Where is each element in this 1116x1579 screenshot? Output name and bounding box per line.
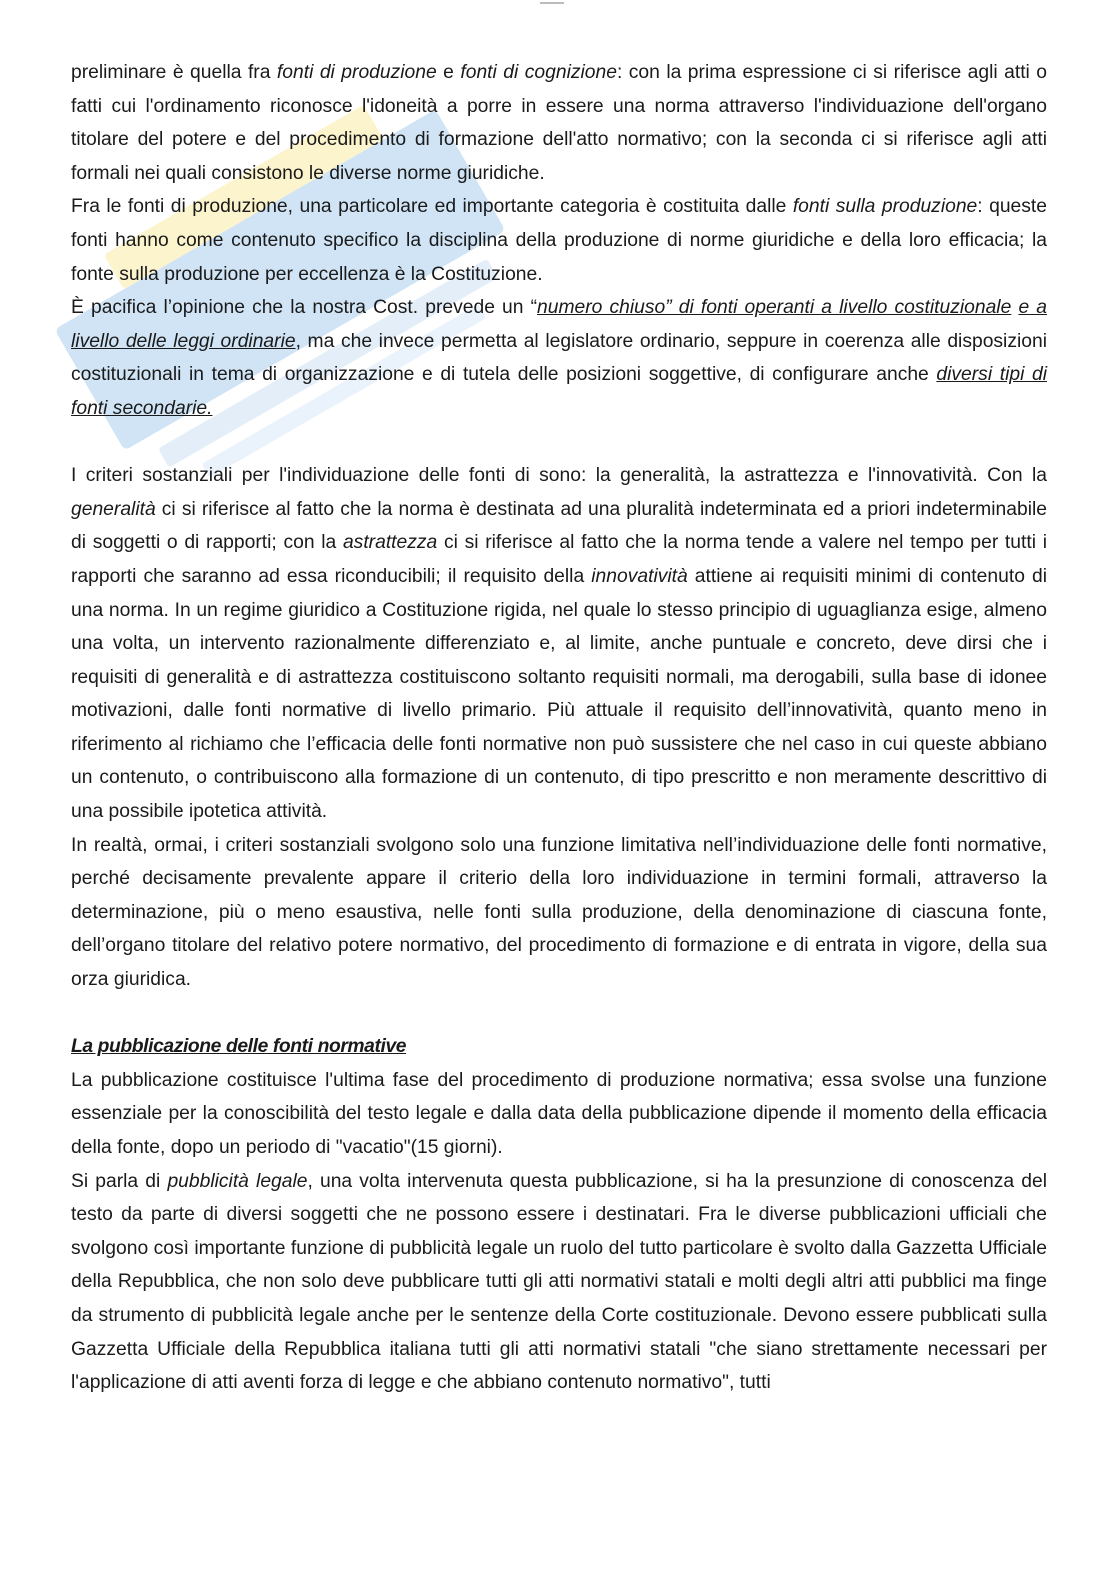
paragraph [71, 1165, 1047, 1400]
emphasized-text: fonti sulla produzione [792, 196, 978, 218]
paragraph [71, 829, 1047, 997]
text-run: ci si riferisce al fatto che la norma è destinata ad una pluralità indeterminata ed a priori indeterminabile di soggetti o di rapporti; con la [71, 498, 1047, 554]
text-run: I criteri sostanziali per l'individuazione delle fonti di sono: la generalità, la astrattezza e l'innovatività. Con la [71, 465, 1047, 487]
paragraph [71, 459, 1047, 829]
header-mark [540, 2, 564, 4]
paragraph-spacer [71, 426, 1047, 460]
emphasized-text: diversi tipi di fonti secondarie. [71, 364, 1047, 419]
text-run: : con la prima espressione ci si riferisce agli atti o fatti cui l'ordinamento riconosce l'idoneità a porre in essere una norma attraverso l'individuazione dell'organo titolare del potere e del procedimento di formazione dell'atto normativo; con la seconda ci si riferisce agli atti formali nei quali consistono le diverse norme giuridiche. [71, 62, 1048, 184]
paragraph [71, 291, 1047, 425]
text-run: , ma che invece permetta al legislatore ordinario, seppure in coerenza alle disposizioni costituzionali in tema di organizzazione e di tutela delle posizioni soggettive, di configurare anche [71, 330, 1047, 386]
emphasized-text: pubblicità legale [167, 1170, 308, 1192]
text-run: In realtà, ormai, i criteri sostanziali svolgono solo una funzione limitativa nell’individuazione delle fonti normative, perché decisamente prevalente appare il criterio della loro individuazione in termini formali, attraverso la determinazione, più o meno esaustiva, nelle fonti sulla produzione, della denominazione di ciascuna fonte, dell’organo titolare del relativo potere normativo, del procedimento di formazione e di entrata in vigore, della sua orza giuridica. [71, 834, 1047, 991]
emphasized-text: generalità [71, 498, 156, 520]
emphasized-text: innovatività [591, 565, 688, 587]
section-heading: La pubblicazione delle fonti normative [71, 1036, 407, 1058]
emphasized-text: fonti di produzione [276, 62, 437, 83]
text-run: È pacifica l’opinione che la nostra Cost. prevede un “ [71, 297, 538, 319]
document-body [71, 56, 1047, 1400]
paragraph [71, 56, 1047, 190]
text-run: e [436, 62, 461, 83]
text-run: Fra le fonti di produzione, una particolare ed importante categoria è costituita dalle [71, 196, 793, 218]
paragraph [71, 190, 1047, 291]
emphasized-text: astrattezza [342, 532, 438, 554]
emphasized-text: numero chiuso” di fonti operanti a livello costituzionale [537, 297, 1012, 319]
paragraph [71, 1064, 1047, 1165]
text-run: ci si riferisce al fatto che la norma tende a valere nel tempo per tutti i rapporti che saranno ad essa riconducibili; il requisito della [71, 532, 1047, 587]
text-run: : queste fonti hanno come contenuto specifico la disciplina della produzione di norme giuridiche e della loro efficacia; la fonte sulla produzione per eccellenza è la Costituzione. [71, 196, 1047, 285]
text-run: preliminare è quella fra [71, 62, 277, 83]
emphasized-text: fonti di cognizione [460, 62, 617, 83]
text-run: , una volta intervenuta questa pubblicazione, si ha la presunzione di conoscenza del testo da parte di diversi soggetti che ne possono essere i destinatari. Fra le diverse pubblicazioni ufficiali che svolgono così importante funzione di pubblicità legale un ruolo del tutto particolare è svolto dalla Gazzetta Ufficiale della Repubblica, che non solo deve pubblicare tutti gli atti normativi statali e molti degli altri atti pubblici ma finge da strumento di pubblicità legale anche per le sentenze della Corte costituzionale. Devono essere pubblicati sulla Gazzetta Ufficiale della Repubblica italiana tutti gli atti normativi statali "che siano strettamente necessari per l'applicazione di atti aventi forza di legge e che abbiano contenuto normativo", tutti [71, 1170, 1047, 1394]
text-run: Si parla di [71, 1170, 168, 1192]
text-run: attiene ai requisiti minimi di contenuto di una norma. In un regime giuridico a Costituzione rigida, nel quale lo stesso principio di uguaglianza esige, almeno una volta, un intervento razionalmente differenziato e, al limite, anche puntuale e concreto, deve dirsi che i requisiti di generalità e di astrattezza costituiscono soltanto requisiti normali, ma derogabili, sulla base di idonee motivazioni, dalle fonti normative di livello primario. Più attuale il requisito dell’innovatività, quanto meno in riferimento al richiamo che l’efficacia delle fonti normative non può sussistere che nel caso in cui queste abbiano un contenuto, o contribuiscono alla formazione di un contenuto, di tipo prescritto e non meramente descrittivo di una possibile ipotetica attività. [71, 565, 1047, 823]
emphasized-text: e a livello delle leggi ordinarie [71, 297, 1048, 352]
paragraph-spacer [71, 997, 1047, 1031]
text-run: La pubblicazione costituisce l'ultima fase del procedimento di produzione normativa; essa svolse una funzione essenziale per la conoscibilità del testo legale e dalla data della pubblicazione dipende il momento della efficacia della fonte, dopo un periodo di "vacatio"(15 giorni). [71, 1069, 1047, 1158]
